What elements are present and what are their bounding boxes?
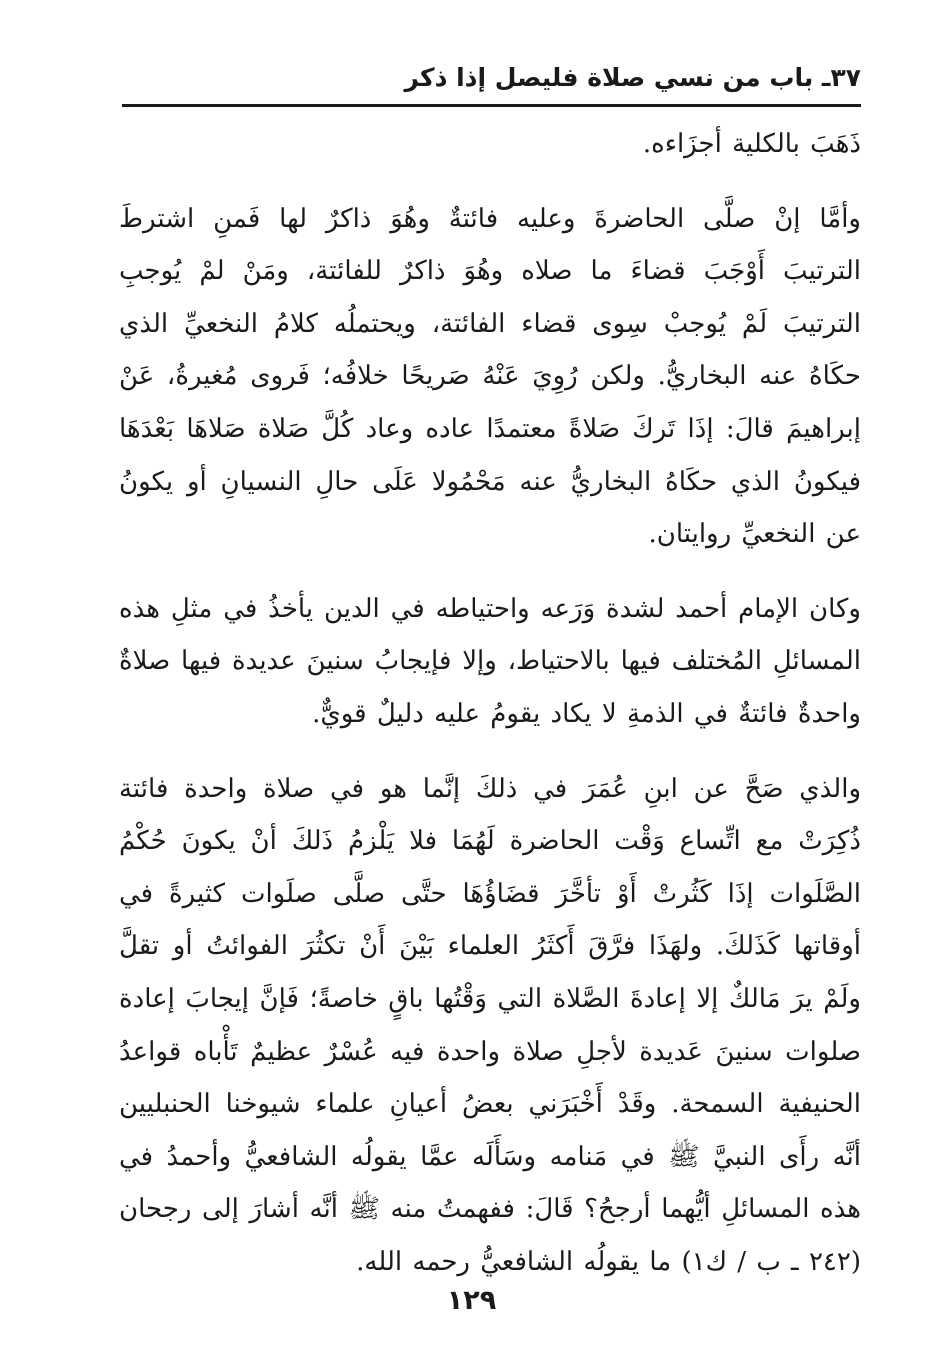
paragraph-2: وأمَّا إنْ صلَّى الحاضرةَ وعليه فائتةٌ وهُوَ ذاكرٌ لها فَمنِ اشترطَ الترتيبَ أَوْجَبَ قضاءَ ما صلاه وهُوَ ذاكرٌ للفائتة، ومَنْ لمْ يُوجبِ الترتيبَ لَمْ يُوجبْ سِوى قضاء الفائتة، ويحتملُه كلامُ النخعيِّ الذي حكَاهُ عنه البخاريُّ. ولكن رُوِيَ عَنْهُ صَريحًا خلافُه؛ فَروى مُغيرةُ، عَنْ إبراهيمَ قالَ: إذَا تَركَ صَلاةً معتمدًا عاده وعاد كُلَّ صَلاة صَلاهَا بَعْدَهَا فيكونُ الذي حكَاهُ البخاريُّ عنه مَحْمُولا عَلَى حالِ النسيانِ أو يكونُ عن النخعيِّ روايتان.	[119, 203, 861, 550]
page-number: ١٢٩	[446, 1285, 497, 1316]
paragraph-4: والذي صَحَّ عن ابنِ عُمَرَ في ذلكَ إنَّما هو في صلاة واحدة فائتة ذُكِرَتْ مع اتِّساع وَقْت الحاضرة لَهُمَا فلا يَلْزمُ ذَلكَ أنْ يكونَ حُكْمُ الصَّلَوات إذَا كَثُرتْ أَوْ تأخَّرَ قضَاؤُهَا حتَّى صلَّى صلَوات كثيرةً في أوقاتها كَذَلكَ. ولهَذَا فرَّقَ أَكثَرُ العلماء بَيْنَ أَنْ تكثُرَ الفوائتُ أو تقلَّ ولَمْ يرَ مَالكٌ إلا إعادةَ الصَّلاة التي وَقْتُها باقٍ خاصةً؛ فَإنَّ إيجابَ إعادة صلوات سنينَ عَديدة لأجلِ صلاة واحدة فيه عُسْرٌ عظيمٌ تَأْباه قواعدُ الحنيفية السمحة. وقَدْ أَخْبَرَني بعضُ أعيانِ علماء شيوخنا الحنبليين أنَّه رأَى النبيَّ ﷺ في مَنامه وسَأَلَه عمَّا يقولُه الشافعيُّ وأحمدُ في هذه المسائلِ أيُّهما أرجحُ؟ قَالَ: ففهمتُ منه ﷺ أنَّه أشارَ إلى رجحان (٢٤٢ ـ ب / ك١) ما يقولُه الشافعيُّ رحمه الله.	[119, 773, 862, 1277]
page-body	[119, 118, 861, 1288]
running-header-title: ٣٧ـ باب من نسي صلاة فليصل إذا ذكر	[404, 63, 861, 92]
header-divider	[122, 104, 861, 107]
paragraph-3: وكان الإمام أحمد لشدة وَرَعه واحتياطه في الدين يأخذُ في مثلِ هذه المسائلِ المُختلف فيها بالاحتياط، وإلا فإيجابُ سنينَ عديدة فيها صلاةٌ واحدةٌ فائتةٌ في الذمةِ لا يكاد يقومُ عليه دليلٌ قويٌّ.	[119, 593, 861, 729]
paragraph-1: ذَهَبَ بالكلية أجزَاءه.	[642, 129, 861, 159]
